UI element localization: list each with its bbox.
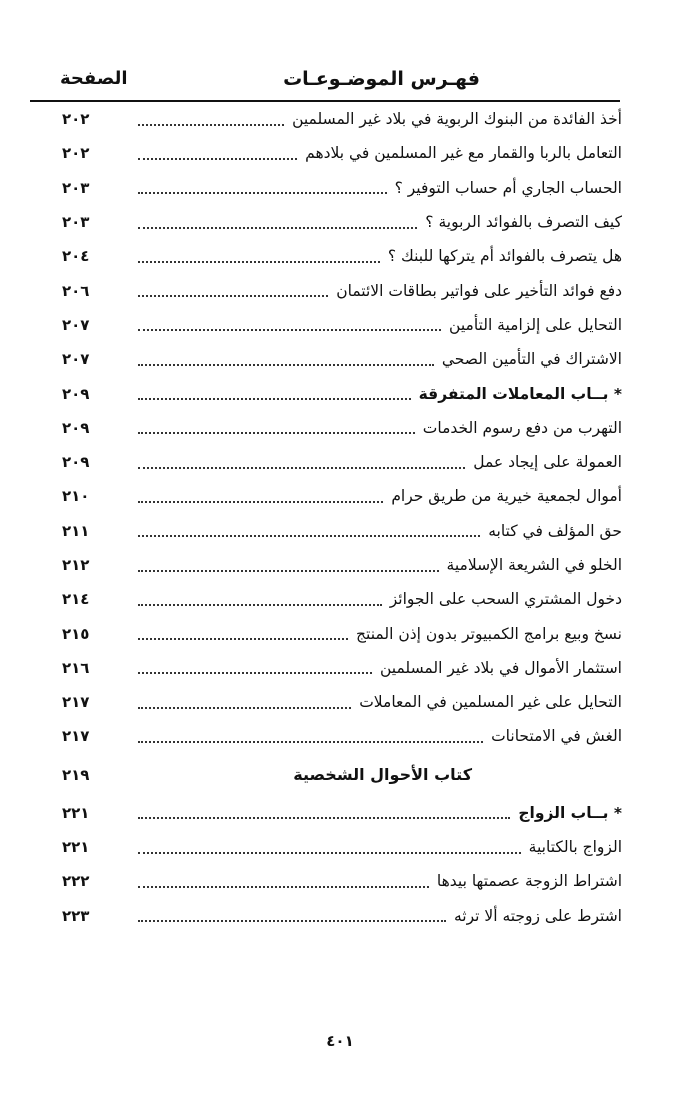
page-title: فهـرس الموضـوعـات: [283, 68, 480, 90]
toc-page-number: ٢٠٧: [62, 350, 90, 369]
dot-leader: [138, 603, 382, 606]
dot-leader: [138, 363, 434, 366]
toc-page-number: ٢٠٤: [62, 247, 90, 266]
dot-leader: [138, 123, 284, 126]
toc-entry-title: * بــاب المعاملات المتفرقة: [418, 384, 622, 403]
toc-entry: [62, 899, 622, 933]
toc-page-number: ٢٠٩: [62, 384, 90, 403]
dot-leader: [138, 706, 351, 709]
toc-entry-title: حق المؤلف في كتابه: [488, 521, 622, 540]
toc-page-number: ٢٠٩: [62, 453, 90, 472]
dot-leader: [138, 919, 446, 922]
toc-page-number: ٢٠٢: [62, 110, 90, 129]
toc-entry-title: الغش في الامتحانات: [491, 727, 622, 746]
toc-entry-title: التحايل على غير المسلمين في المعاملات: [359, 693, 622, 712]
toc-entry-title: هل يتصرف بالفوائد أم يتركها للبنك ؟: [387, 247, 622, 266]
toc-entry: [62, 864, 622, 898]
page-number: ٤٠١: [326, 1032, 354, 1050]
toc-page-number: ٢٠٣: [62, 213, 90, 232]
toc-section-heading: [62, 376, 622, 410]
toc-entry: [62, 102, 622, 136]
toc-entry: [62, 582, 622, 616]
toc-entry-title: أخذ الفائدة من البنوك الربوية في بلاد غير المسلمين: [292, 110, 622, 129]
dot-leader: [138, 157, 297, 160]
page-column-label: الصفحة: [60, 68, 128, 89]
dot-leader: [138, 191, 387, 194]
toc-page-number: ٢٠٢: [62, 144, 90, 163]
toc-entry: [62, 651, 622, 685]
toc-entry: [62, 479, 622, 513]
toc-entry: [62, 273, 622, 307]
toc-entry-title: الخلو في الشريعة الإسلامية: [446, 556, 622, 574]
toc-entry-title: استثمار الأموال في بلاد غير المسلمين: [380, 658, 622, 677]
toc-entry-title: الحساب الجاري أم حساب التوفير ؟: [394, 178, 622, 197]
dot-leader: [138, 816, 510, 819]
dot-leader: [138, 671, 372, 674]
toc-page-number: ٢١٩: [62, 765, 90, 784]
toc-page-number: ٢١٢: [62, 556, 90, 574]
toc-entry: [62, 136, 622, 170]
toc-entry-title: الزواج بالكتابية: [528, 838, 622, 857]
toc-section-heading: [62, 796, 622, 830]
toc-page-number: ٢١٠: [62, 487, 90, 506]
toc-page-number: ٢١٧: [62, 727, 90, 746]
dot-leader: [138, 569, 439, 572]
dot-leader: [138, 500, 383, 503]
dot-leader: [138, 740, 483, 743]
toc-page-number: ٢٢٣: [62, 906, 90, 925]
toc-entry-title: التهرب من دفع رسوم الخدمات: [422, 418, 622, 437]
toc-entry-title: دخول المشتري السحب على الجوائز: [389, 590, 622, 609]
dot-leader: [138, 885, 429, 888]
toc-entry-title: العمولة على إيجاد عمل: [473, 453, 622, 472]
toc-entry: [62, 239, 622, 273]
toc-entry: [62, 308, 622, 342]
toc-entry-title: التعامل بالربا والقمار مع غير المسلمين في بلادهم: [305, 144, 622, 163]
toc-page-number: ٢٢٢: [62, 872, 90, 891]
toc-entry: [62, 342, 622, 376]
toc-entry: [62, 830, 622, 864]
toc-entry: [62, 514, 622, 548]
toc-entry-title: التحايل على إلزامية التأمين: [449, 315, 622, 334]
dot-leader: [138, 466, 465, 469]
toc-entry-title: دفع فوائد التأخير على فواتير بطاقات الائتمان: [336, 281, 622, 300]
toc-entry: [62, 719, 622, 753]
dot-leader: [138, 431, 415, 434]
toc-entry: [62, 171, 622, 205]
toc-book-heading: [62, 754, 622, 796]
dot-leader: [138, 260, 380, 263]
toc-entry: [62, 205, 622, 239]
toc-page-number: ٢١٦: [62, 658, 90, 677]
toc-entry: [62, 548, 622, 582]
dot-leader: [138, 779, 285, 780]
toc-page-number: ٢٢١: [62, 838, 90, 857]
dot-leader: [138, 328, 441, 331]
page-header: [30, 68, 620, 98]
toc-entry: [62, 445, 622, 479]
toc-page-number: ٢٢١: [62, 803, 90, 822]
dot-leader: [138, 534, 480, 537]
toc-entry: [62, 685, 622, 719]
dot-leader: [138, 294, 328, 297]
toc-entry-title: نسخ وبيع برامج الكمبيوتر بدون إذن المنتج: [356, 624, 622, 643]
toc-entry-title: اشتراط الزوجة عصمتها بيدها: [436, 872, 622, 891]
toc-page-number: ٢١١: [62, 521, 90, 540]
toc-page-number: ٢١٥: [62, 624, 90, 643]
toc-page-number: ٢٠٣: [62, 178, 90, 197]
toc-entry-title: أموال لجمعية خيرية من طريق حرام: [391, 487, 622, 506]
toc-entry-title: اشترط على زوجته ألا ترثه: [453, 906, 622, 925]
toc-entry: [62, 411, 622, 445]
toc-page-number: ٢١٧: [62, 693, 90, 712]
toc-entry-title: كتاب الأحوال الشخصية: [293, 765, 472, 785]
dot-leader: [138, 226, 417, 229]
dot-leader: [138, 397, 411, 400]
toc-page-number: ٢١٤: [62, 590, 90, 609]
toc-entry: [62, 616, 622, 650]
toc-entry-title: الاشتراك في التأمين الصحي: [441, 350, 622, 369]
toc-page-number: ٢٠٦: [62, 281, 90, 300]
table-of-contents: [62, 102, 622, 933]
dot-leader: [138, 851, 521, 854]
dot-leader: [138, 637, 348, 640]
toc-entry-title: كيف التصرف بالفوائد الربوية ؟: [425, 213, 622, 232]
toc-page-number: ٢٠٧: [62, 315, 90, 334]
toc-entry-title: * بــاب الزواج: [518, 803, 622, 822]
toc-page-number: ٢٠٩: [62, 418, 90, 437]
